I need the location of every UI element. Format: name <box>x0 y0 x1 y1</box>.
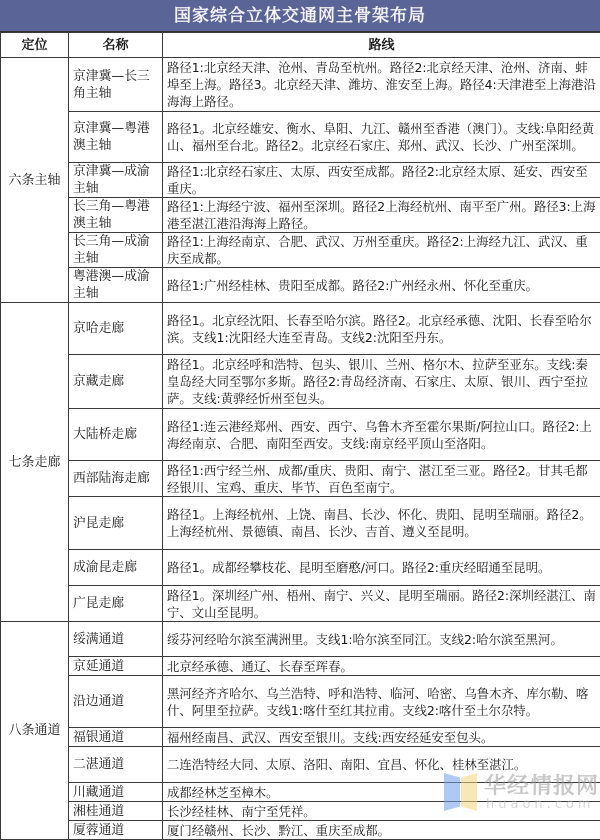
name-cell: 福银通道 <box>69 728 163 747</box>
name-cell: 京藏走廊 <box>69 355 163 409</box>
name-cell: 京津冀—长三角主轴 <box>69 58 163 112</box>
name-cell: 川藏通道 <box>69 783 163 802</box>
route-cell: 北京经承德、通辽、长春至珲春。 <box>163 657 600 676</box>
route-cell: 路径1。成都经攀枝花、昆明至磨憨/河口。路径2:重庆经昭通至昆明。 <box>163 550 600 586</box>
name-cell: 沿边通道 <box>69 676 163 728</box>
header-route: 路线 <box>163 33 600 58</box>
table-row <box>1 163 600 198</box>
table-row <box>1 409 600 461</box>
table-row <box>1 461 600 497</box>
name-cell: 长三角—成渝主轴 <box>69 233 163 268</box>
header-row <box>1 33 600 58</box>
name-cell: 京延通道 <box>69 657 163 676</box>
table-row <box>1 747 600 783</box>
table-title: 国家综合立体交通网主骨架布局 <box>0 0 600 32</box>
name-cell: 京哈走廊 <box>69 303 163 355</box>
table-row <box>1 728 600 747</box>
name-cell: 京津冀—成渝主轴 <box>69 163 163 198</box>
name-cell: 西部陆海走廊 <box>69 461 163 497</box>
name-cell: 沪昆走廊 <box>69 497 163 550</box>
table-row <box>1 112 600 163</box>
route-cell: 黑河经齐齐哈尔、乌兰浩特、呼和浩特、临河、哈密、乌鲁木齐、库尔勒、喀什、阿里至拉萨。支线1:喀什至红其拉甫。支线2:喀什至土尔尕特。 <box>163 676 600 728</box>
category-cell: 八条通道 <box>1 622 69 840</box>
route-cell: 路径1:广州经桂林、贵阳至成都。路径2:广州经永州、怀化至重庆。 <box>163 268 600 303</box>
route-cell: 路径1。上海经杭州、上饶、南昌、长沙、怀化、贵阳、昆明至瑞丽。路径2。上海经杭州、景德镇、南昌、长沙、吉首、遵义至昆明。 <box>163 497 600 550</box>
name-cell: 厦蓉通道 <box>69 821 163 840</box>
name-cell: 成渝昆走廊 <box>69 550 163 586</box>
route-cell: 路径1。北京经呼和浩特、包头、银川、兰州、格尔木、拉萨至亚东。支线:秦皇岛经大同至鄂尔多斯。路径2:青岛经济南、石家庄、太原、银川、西宁至拉萨。支线:黄骅经忻州至包头。 <box>163 355 600 409</box>
table-row <box>1 497 600 550</box>
route-cell: 路径1:北京经石家庄、太原、西安至成都。路径2:北京经太原、延安、西安至重庆。 <box>163 163 600 198</box>
name-cell: 二湛通道 <box>69 747 163 783</box>
watermark-brand: 华经情报网 <box>484 769 599 800</box>
name-cell: 绥满通道 <box>69 622 163 657</box>
table-row <box>1 586 600 622</box>
route-cell: 路径1:连云港经郑州、西安、西宁、乌鲁木齐至霍尔果斯/阿拉山口。路径2:上海经南京、合肥、南阳至西安。支线:南京经平顶山至洛阳。 <box>163 409 600 461</box>
route-cell: 成都经林芝至樟木。 <box>163 783 600 802</box>
table-row <box>1 657 600 676</box>
table-row <box>1 303 600 355</box>
category-cell: 六条主轴 <box>1 58 69 303</box>
route-cell: 路径1。北京经雄安、衡水、阜阳、九江、赣州至香港（澳门）。支线:阜阳经黄山、福州至台北。路径2。北京经石家庄、郑州、武汉、长沙、广州至深圳。 <box>163 112 600 163</box>
table-row <box>1 783 600 802</box>
transport-network-table <box>0 32 600 840</box>
table-row <box>1 550 600 586</box>
header-name: 名称 <box>69 33 163 58</box>
table-row <box>1 58 600 112</box>
watermark-domain: huaon.com <box>486 797 595 812</box>
route-cell: 福州经南昌、武汉、西安至银川。支线:西安经延安至包头。 <box>163 728 600 747</box>
table-row <box>1 198 600 233</box>
route-cell: 路径1。深圳经广州、梧州、南宁、兴义、昆明至瑞丽。路径2:深圳经湛江、南宁、文山至昆明。 <box>163 586 600 622</box>
table-row <box>1 802 600 821</box>
route-cell: 路径1:北京经天津、沧州、青岛至杭州。路径2:北京经天津、沧州、济南、蚌埠至上海。路径3。北京经天津、潍坊、淮安至上海。路径4:天津港至上海港沿海海上路径。 <box>163 58 600 112</box>
route-cell: 二连浩特经大同、太原、洛阳、南阳、宜昌、怀化、桂林至湛江。 <box>163 747 600 783</box>
name-cell: 大陆桥走廊 <box>69 409 163 461</box>
name-cell: 长三角—粤港澳主轴 <box>69 198 163 233</box>
name-cell: 湘桂通道 <box>69 802 163 821</box>
route-cell: 绥芬河经哈尔滨至满洲里。支线1:哈尔滨至同江。支线2:哈尔滨至黑河。 <box>163 622 600 657</box>
name-cell: 广昆走廊 <box>69 586 163 622</box>
header-position: 定位 <box>1 33 69 58</box>
table-row <box>1 233 600 268</box>
name-cell: 粤港澳—成渝主轴 <box>69 268 163 303</box>
name-cell: 京津冀—粤港澳主轴 <box>69 112 163 163</box>
category-cell: 七条走廊 <box>1 303 69 622</box>
table-row <box>1 622 600 657</box>
route-cell: 路径1:西宁经兰州、成都/重庆、贵阳、南宁、湛江至三亚。路径2。甘其毛都经银川、宝鸡、重庆、毕节、百色至南宁。 <box>163 461 600 497</box>
route-cell: 路径1。北京经沈阳、长春至哈尔滨。路径2。北京经承德、沈阳、长春至哈尔滨。支线1:沈阳经大连至青岛。支线2:沈阳至丹东。 <box>163 303 600 355</box>
table-row <box>1 821 600 840</box>
table-row <box>1 676 600 728</box>
route-cell: 长沙经桂林、南宁至凭祥。 <box>163 802 600 821</box>
route-cell: 厦门经赣州、长沙、黔江、重庆至成都。 <box>163 821 600 840</box>
table-row <box>1 355 600 409</box>
table-row <box>1 268 600 303</box>
route-cell: 路径1:上海经宁波、福州至深圳。路径2上海经杭州、南平至广州。路径3:上海港至湛江港沿海海上路径。 <box>163 198 600 233</box>
route-cell: 路径1:上海经南京、合肥、武汉、万州至重庆。路径2:上海经九江、武汉、重庆至成都。 <box>163 233 600 268</box>
